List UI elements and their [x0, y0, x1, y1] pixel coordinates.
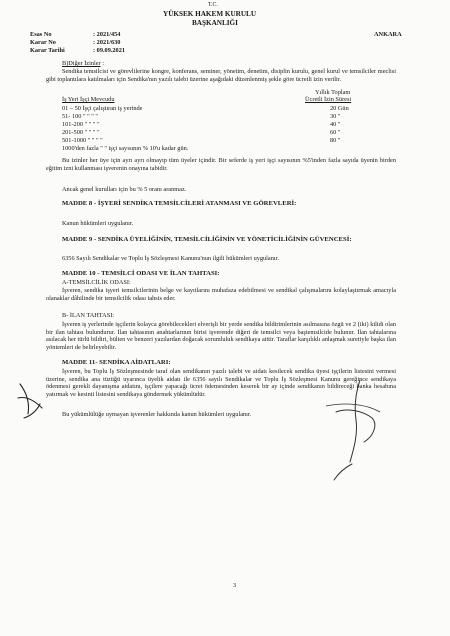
table-right-header-1: Yıllık Toplam [315, 89, 351, 96]
handwritten-signature [316, 372, 386, 482]
madde-10-para-a: İşveren, sendika işyeri temsilcilerinin belge ve kayıtlarını muhafaza edebilmesi ve sendikal çalışmalarını kolaylaştırmak amacıyla olanaklar dâhilinde bir temsilcilik odası tahsis eder. [46, 287, 396, 302]
madde-10-sub-b: B- İLAN TAHTASI: [62, 312, 115, 319]
header-title: YÜKSEK HAKEM KURULU [163, 10, 257, 18]
meta-label-tarih: Karar Tarihi [30, 47, 65, 54]
meta-value-tarih: : 09.09.2021 [93, 47, 126, 54]
madde-11-para: İşveren, bu Toplu İş Sözleşmesinde taraf olan sendikanın yazılı talebi ve aidatı kesilecek sendika üyesi işçilerin listesini vermesi üzerine, sendika ana tüzüğü uyarınca üyelik aidatı ile 6356 sayılı Sendikalar ve Toplu İş Sözleşmesi Kanunu gereğince sendikaya ödenmesi gerekli dayanışma aidatını, işçilere yapacağı ücret ödemesinden keserek bir ay içinde sendikanın bildireceği banka hesabına yatırmak ve kesinti listesini sendikaya göndermek yükümlüdür. [46, 368, 396, 398]
table-row-right: 60 " [330, 129, 341, 136]
table-left-header: İş Yeri İşçi Mevcudu [62, 96, 115, 103]
madde-8-text: Kanun hükümleri uygulanır. [62, 220, 134, 227]
handwritten-initial-mark [14, 378, 48, 422]
section-b-para-2: Bu izinler her üye için ayrı ayrı olmayıp tüm üyeler içindir. Bir seferde iş yeri işçi sayısının %5'inden fazla sayıda üyenin birden eğitim izni kullanması işverenin onayına tabidir. [46, 157, 396, 172]
table-row-right: 20 Gün [330, 105, 349, 112]
meta-label-karar: Karar No [30, 39, 56, 46]
madde-10-sub-a: A-TEMSİLCİLİK ODASI: [62, 279, 131, 286]
meta-value-karar: : 2021/630 [93, 39, 121, 46]
table-right-header-2: Ücretli İzin Süresi [305, 96, 352, 103]
meta-value-esas: : 2021/454 [93, 31, 121, 38]
madde-9-heading: MADDE 9 - SENDİKA ÜYELİĞİNİN, TEMSİLCİLİĞİNİN VE YÖNETİCİLİĞİNİN GÜVENCESİ: [62, 236, 352, 243]
table-row-left: 01 – 50 İşçi çalıştıran iş yerinde [62, 105, 143, 112]
section-b-para: Sendika temsilcisi ve görevlilerine kongre, konferans, seminer, yönetim, denetim, disiplin kurulu, genel kurul ve temsilciler meclisi gibi toplantılara katılmaları için Sendika'nın yazılı talebi üzerine aşağıdaki düzenlenmiş şekle göre ücretli izin verilir. [46, 68, 396, 83]
table-row-left: 101-200 " " " " [62, 121, 100, 128]
table-row-left: 501-1000 " " " " [62, 137, 103, 144]
header-city: ANKARA [374, 31, 402, 38]
table-row-left: 51- 100 " " " " [62, 113, 98, 120]
madde-11-para-2: Bu yükümlülüğe uymayan işverenler hakkında kanun hükümleri uygulanır. [62, 411, 252, 418]
table-row-left: 201-500 " " " " [62, 129, 100, 136]
madde-11-heading: MADDE 11- SENDİKA AİDATLARI: [62, 359, 171, 366]
section-b-heading-text: B)Diğer İzinler [62, 60, 101, 67]
header-subtitle: BAŞKANLIĞI [192, 19, 238, 27]
section-b-para-3: Ancak genel kurulları için bu % 5 oranı aranmaz. [62, 186, 187, 193]
madde-8-heading: MADDE 8 - İŞYERİ SENDİKA TEMSİLCİLERİ ATANMASI VE GÖREVLERİ: [62, 200, 297, 207]
madde-10-heading: MADDE 10 - TEMSİLCİ ODASI VE İLAN TAHTASI: [62, 270, 220, 277]
table-row-right: 80 " [330, 137, 341, 144]
page-number: 3 [233, 582, 237, 589]
madde-10-para-b: İşveren iş yerlerinde işçilerin kolayca görebilecekleri elverişli bir yerde sendika bildirimlerinin asılmasına özgü ve 2 (iki) kilidi olan bir ilan tahtası bulundurur. İlan tahtasının anahtarlarının birisi işverende diğeri de temsilci veya baştemsilcide bulunur. İlan tahtalarına asılacak her türlü bildiri, bülten ve benzeri yazılardan doğacak sorumluluk sendikaya aittir. Taraflar karşılıklı anlaşmak suretiyle başka ilan yöntemleri de belirleyebilir. [46, 321, 396, 351]
meta-label-esas: Esas No [30, 31, 52, 38]
section-b-heading [62, 60, 104, 67]
header-tc: T.C. [208, 2, 218, 8]
table-row-last: 1000'den fazla " " işçi sayısının % 10'u kadar gün. [62, 145, 189, 152]
madde-9-text: 6356 Sayılı Sendikalar ve Toplu İş Sözleşmesi Kanunu'nun ilgili hükümleri uygulanır. [62, 255, 279, 262]
table-row-right: 30 " [330, 113, 341, 120]
section-b-heading-colon: : [102, 60, 104, 67]
table-row-right: 40 " [330, 121, 341, 128]
